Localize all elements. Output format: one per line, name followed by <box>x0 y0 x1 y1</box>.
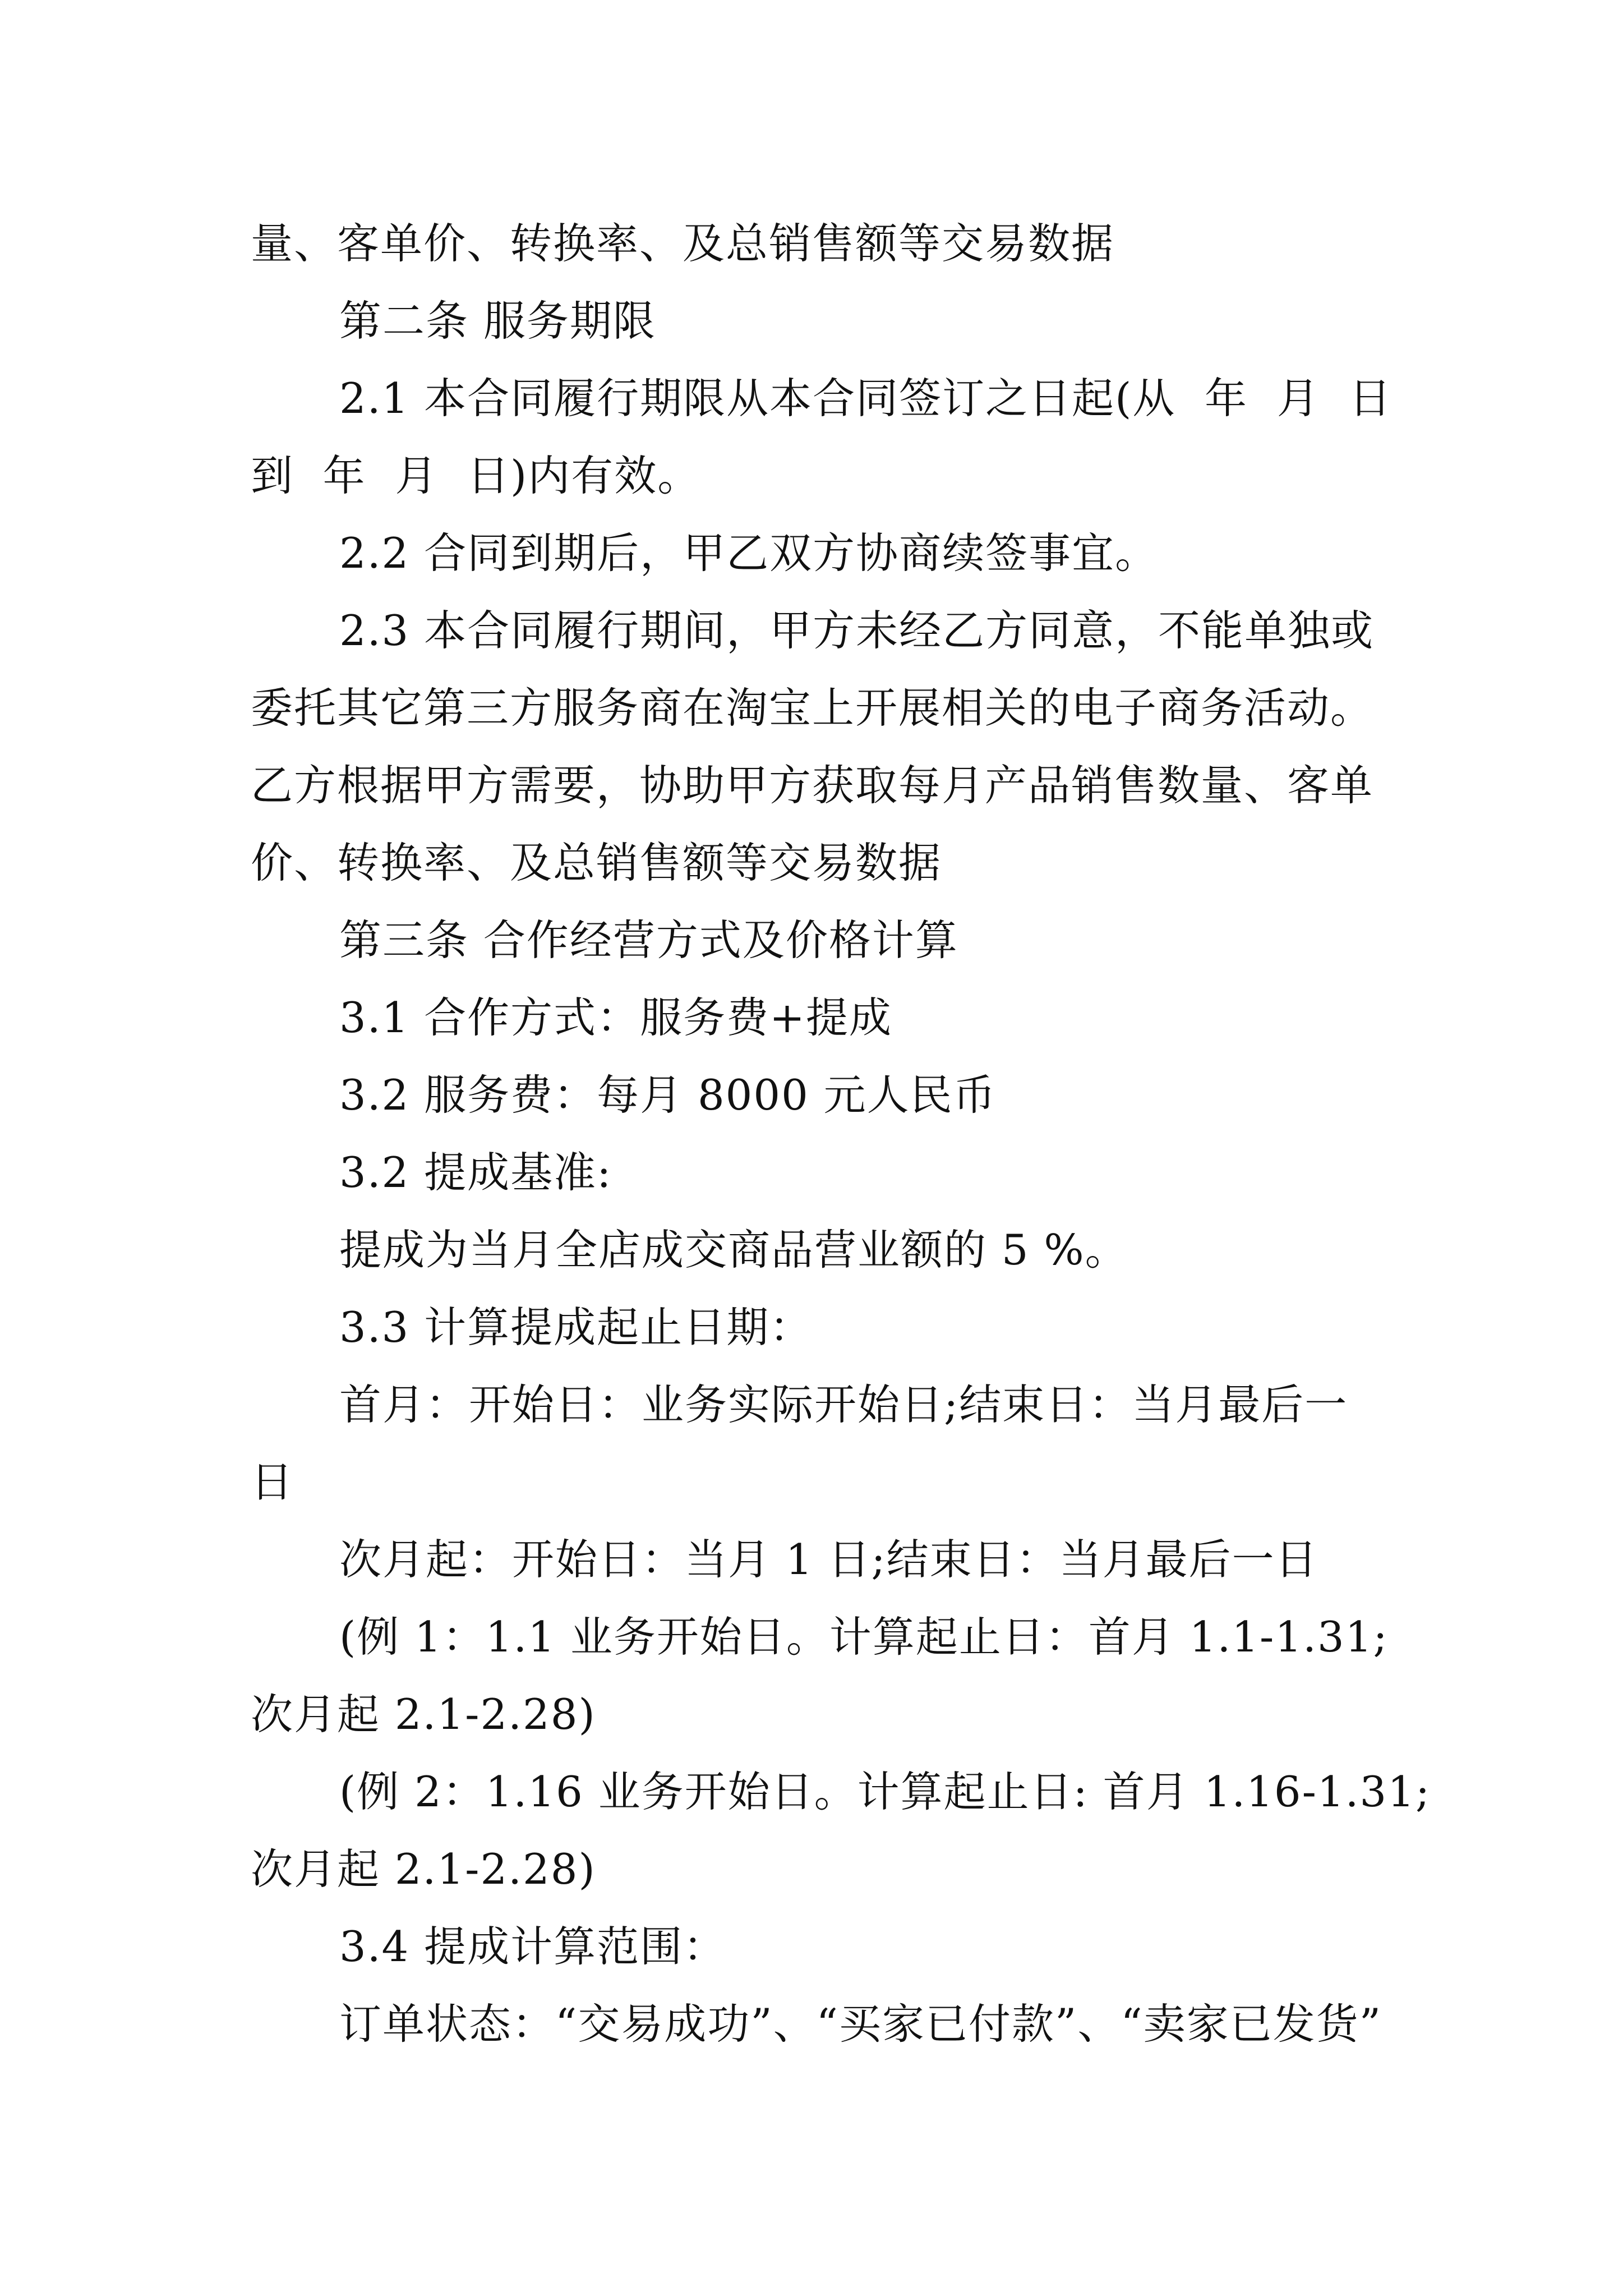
clause-line: 3.4 提成计算范围： <box>339 1922 727 1971</box>
paragraph-line: 提成为当月全店成交商品营业额的 5 %。 <box>339 1225 1128 1274</box>
clause-line: 2.1 本合同履行期限从本合同签订之日起(从 年 月 日 <box>339 374 1393 423</box>
paragraph-line: 量、客单价、转换率、及总销售额等交易数据 <box>251 219 1115 268</box>
example-line: 次月起 2.1-2.28) <box>251 1690 596 1739</box>
paragraph-line: 价、转换率、及总销售额等交易数据 <box>251 838 942 887</box>
clause-line: 3.1 合作方式：服务费+提成 <box>339 993 892 1042</box>
paragraph-line: 首月：开始日：业务实际开始日;结束日：当月最后一 <box>339 1380 1348 1429</box>
clause-line: 3.2 服务费：每月 8000 元人民币 <box>339 1070 997 1120</box>
paragraph-line: 次月起：开始日：当月 1 日;结束日：当月最后一日 <box>339 1535 1318 1584</box>
clause-line: 2.2 合同到期后，甲乙双方协商续签事宜。 <box>339 528 1159 578</box>
example-line: 次月起 2.1-2.28) <box>251 1844 596 1894</box>
example-line: (例 2：1.16 业务开始日。计算起止日: 首月 1.16-1.31; <box>339 1767 1431 1816</box>
section-heading: 第二条 服务期限 <box>339 296 656 346</box>
contract-text <box>251 205 1456 2063</box>
clause-line: 3.2 提成基准: <box>339 1148 612 1197</box>
paragraph-line: 到 年 月 日)内有效。 <box>251 451 701 500</box>
paragraph-line: 委托其它第三方服务商在淘宝上开展相关的电子商务活动。 <box>251 683 1374 733</box>
clause-line: 3.3 计算提成起止日期： <box>339 1303 813 1352</box>
section-heading: 第三条 合作经营方式及价格计算 <box>339 915 958 965</box>
paragraph-line: 日 <box>251 1457 294 1507</box>
clause-line: 2.3 本合同履行期间，甲方未经乙方同意，不能单独或 <box>339 606 1375 655</box>
paragraph-line: 订单状态：“交易成功”、“买家已付款”、“卖家已发货” <box>339 1999 1382 2049</box>
paragraph-line: 乙方根据甲方需要，协助甲方获取每月产品销售数量、客单 <box>251 761 1374 810</box>
example-line: (例 1：1.1 业务开始日。计算起止日：首月 1.1-1.31; <box>339 1612 1389 1662</box>
